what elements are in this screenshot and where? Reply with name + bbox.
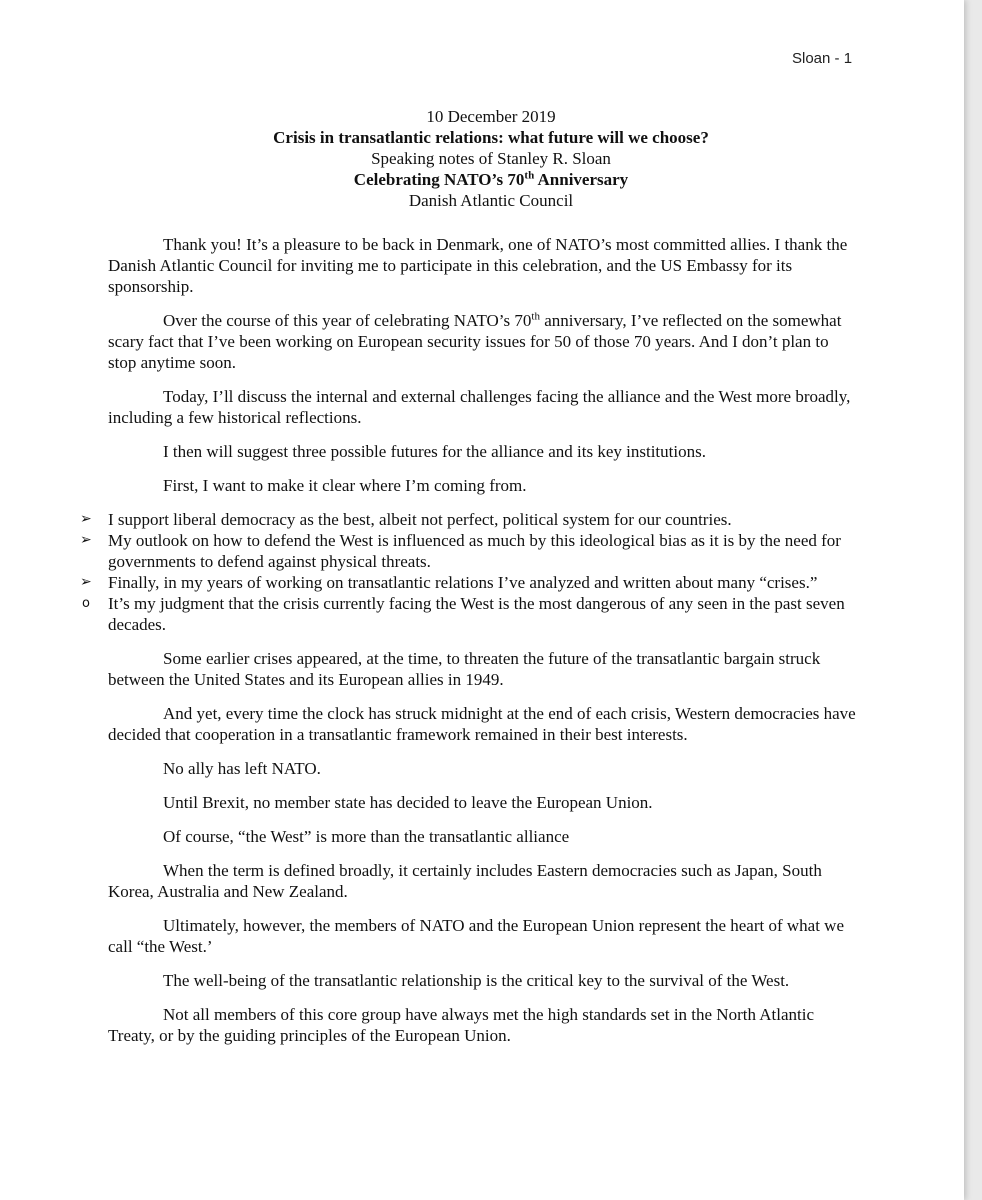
paragraph: Of course, “the West” is more than the transatlantic alliance — [163, 827, 570, 846]
document-body — [80, 234, 858, 1059]
paragraph: Ultimately, however, the members of NATO and the European Union represent the heart of what we call “the West.’ — [108, 916, 844, 956]
paragraph: Today, I’ll discuss the internal and external challenges facing the alliance and the West more broadly, including a few historical reflections. — [108, 387, 851, 427]
paragraph: First, I want to make it clear where I’m coming from. — [163, 476, 527, 495]
paragraph: Thank you! It’s a pleasure to be back in Denmark, one of NATO’s most committed allies. I thank the Danish Atlantic Council for inviting me to participate in this celebration, and the US Embassy for its sponsorship. — [108, 235, 848, 296]
paragraph: Over the course of this year of celebrating NATO’s 70th anniversary, I’ve reflected on the somewhat scary fact that I’ve been working on European security issues for 50 of those 70 years. And I don’t plan to stop anytime soon. — [108, 310, 842, 372]
title-block — [0, 106, 982, 211]
bullet-item: ➢ My outlook on how to defend the West is influenced as much by this ideological bias as it is by the need for governments to defend against physical threats. — [80, 531, 841, 571]
paragraph: And yet, every time the clock has struck midnight at the end of each crisis, Western democracies have decided that cooperation in a transatlantic framework remained in their best interests. — [108, 704, 856, 744]
speech-date: 10 December 2019 — [426, 107, 556, 126]
celebration-line: Celebrating NATO’s 70th Anniversary — [353, 169, 629, 189]
bullet-item: o It’s my judgment that the crisis currently facing the West is the most dangerous of any seen in the past seven decades. — [82, 594, 845, 634]
arrow-bullet-icon: ➢ — [80, 511, 92, 527]
bullet-item: ➢ Finally, in my years of working on transatlantic relations I’ve analyzed and written about many “crises.” — [80, 573, 818, 592]
arrow-bullet-icon: ➢ — [80, 574, 92, 590]
paragraph: I then will suggest three possible futures for the alliance and its key institutions. — [163, 442, 706, 461]
circle-bullet-icon: o — [82, 596, 90, 611]
speech-title: Crisis in transatlantic relations: what future will we choose? — [273, 128, 709, 147]
paragraph: Until Brexit, no member state has decided to leave the European Union. — [163, 793, 653, 812]
paragraph: Not all members of this core group have always met the high standards set in the North Atlantic Treaty, or by the guiding principles of the European Union. — [108, 1005, 815, 1045]
paragraph: The well-being of the transatlantic relationship is the critical key to the survival of the West. — [163, 971, 790, 990]
arrow-bullet-icon: ➢ — [80, 532, 92, 548]
bullet-item: ➢ I support liberal democracy as the best, albeit not perfect, political system for our countries. — [80, 510, 732, 529]
bullet-list — [80, 509, 858, 635]
page-number-header: Sloan - 1 — [792, 50, 853, 67]
paragraph: Some earlier crises appeared, at the time, to threaten the future of the transatlantic bargain struck between the United States and its European allies in 1949. — [108, 649, 821, 689]
paragraph: No ally has left NATO. — [163, 759, 321, 778]
organization-name: Danish Atlantic Council — [408, 191, 574, 210]
paragraph: When the term is defined broadly, it certainly includes Eastern democracies such as Japan, South Korea, Australia and New Zealand. — [108, 861, 822, 901]
speech-subtitle: Speaking notes of Stanley R. Sloan — [371, 149, 611, 168]
